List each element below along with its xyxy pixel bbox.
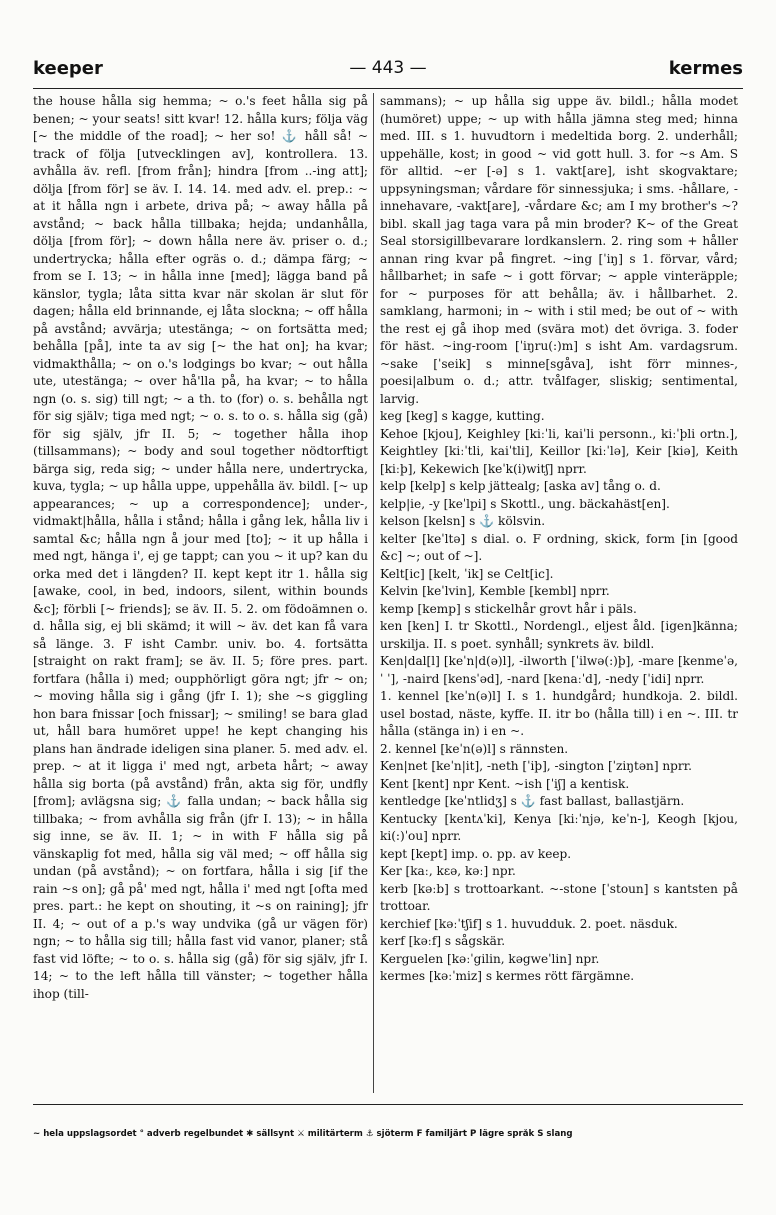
- entry-text: kelp [kelp] s kelp jättealg; [aska av] tång o. d.: [380, 479, 661, 493]
- entry-text: kermes [kəːˈmiz] s kermes rött färgämne.: [380, 969, 635, 983]
- entry-text: Kelvin [keˈlvin], Kemble [kembl] nprr.: [380, 584, 610, 598]
- right-column: [380, 93, 738, 1093]
- entry-text: Ken|net [keˈn|it], -neth [ˈiþ], -sington [ˈziŋtən] nprr.: [380, 759, 693, 773]
- entry-text: keg [keg] s kagge, kutting.: [380, 409, 545, 423]
- entry-text: 2. kennel [keˈn(ə)l] s rännsten.: [380, 741, 569, 756]
- entry-text: Ken|dal[l] [keˈn|d(ə)l], -ilworth [ˈilwə(:)þ], -mare [kenmeˈə, ˈ ˈ], -naird [kensˈəd], -nard [kenaːˈd], -nedy [ˈidi] nprr.: [380, 654, 738, 686]
- page-number: — 443 —: [349, 58, 427, 78]
- footer-rule: [33, 1104, 743, 1105]
- page-header: [33, 58, 743, 86]
- entry-text: kerf [kəːf] s sågskär.: [380, 934, 506, 948]
- entry-text: kentledge [keˈntlidʒ] s ⚓ fast ballast, ballastjärn.: [380, 794, 685, 808]
- abbreviation-legend: ~ hela uppslagsordet ° adverb regelbundet ✱ sällsynt ⚔ militärterm ⚓ sjöterm F familjärt P lägre språk S slang: [33, 1129, 573, 1139]
- entry-text: Kehoe [kjou], Keighley [kiːˈli, kaiˈli personn., kiːˈþli ortn.], Keightley [kiːˈtli, kaiˈtli], Keillor [kiːˈlə], Keir [kiə], Keith [kiːþ], Kekewich [keˈk(i)witʃ] nprr.: [380, 426, 738, 476]
- entry-text: kerchief [kəːˈtʃif] s 1. huvudduk. 2. poet. näsduk.: [380, 916, 678, 931]
- entry-text: Kelt[ic] [kelt, ˈik] se Celt[ic].: [380, 566, 554, 581]
- entry-text: kemp [kemp] s stickelhår grovt hår i päls.: [380, 601, 637, 616]
- entry-text: Kent [kent] npr Kent. ~ish [ˈiʃ] a kentisk.: [380, 776, 630, 791]
- header-left-guide-word: keeper: [33, 58, 103, 79]
- entry-text: kelter [keˈltə] s dial. o. F ordning, skick, form [in [good &c] ~; out of ~].: [380, 531, 738, 563]
- entry-text: sammans); ~ up hålla sig uppe äv. bildl.; hålla modet (humöret) uppe; ~ up with hålla jämna steg med; hinna med. III. s 1. huvudtorn i medeltida borg. 2. underhåll; uppehälle, kost; in good ~ vid gott hull. 3. for ~s Am. S för alltid. ~er [-ə] s 1. vakt[are], isht skogvaktare; uppsyningsman; vårdare för sinnessjuka; i sms. -hållare, -innehavare, -vakt[are], -vårdare &c; am I my brother's ~? bibl. skall jag taga vara på min broder? K~ of the Great Seal storsigillbevarare lordkanslern. 2. ring som + håller annan ring kvar på fingret. ~ing [ˈiŋ] s 1. förvar, vård; hållbarhet; in safe ~ i gott förvar; ~ apple vinteräpple; for ~ purposes för att behålla; äv. i hållbarhet. 2. samklang, harmoni; in ~ with i stil med; be out of ~ with the rest ej gå ihop med (svära mot) det övriga. 3. foder för häst. ~ing-room [ˈiŋru(:)m] s isht Am. vardagsrum. ~sake [ˈseik] s minne[sgåva], isht förr minnes-, poesi|album o. d.; attr. tvålfager, sliskig; sentimental, larvig.: [380, 94, 738, 406]
- column-divider: [373, 93, 374, 1093]
- header-rule: [33, 88, 743, 89]
- entry-text: kerb [kəːb] s trottoarkant. ~-stone [ˈstoun] s kantsten på trottoar.: [380, 881, 738, 913]
- entry-text: ken [ken] I. tr Skottl., Nordengl., eljest åld. [igen]känna; urskilja. II. s poet. synhåll; synkrets äv. bildl.: [380, 619, 738, 651]
- left-column: [33, 93, 368, 1093]
- entry-text: Kerguelen [kəːˈgilin, kəgweˈlin] npr.: [380, 951, 600, 966]
- entry-text: kelp|ie, -y [keˈlpi] s Skottl., ung. bäckahäst[en].: [380, 496, 670, 511]
- entry-text: 1. kennel [keˈn(ə)l] I. s 1. hundgård; hundkoja. 2. bildl. usel bostad, näste, kyffe. II. itr bo (hålla till) i en ~. III. tr hålla (stänga in) i en ~.: [380, 689, 738, 738]
- entry-text: the house hålla sig hemma; ~ o.'s feet hålla sig på benen; ~ your seats! sitt kvar! 12. hålla kurs; följa väg [~ the middle of the road]; ~ her so! ⚓ håll så! ~ track of följa [utvecklingen av], kontrollera. 13. avhålla äv. refl. [from från]; hindra [from ..-ing att]; dölja [from för] se äv. I. 14. 14. med adv. el. prep.: ~ at it hålla ngn i arbete, driva på; ~ away hålla på avstånd; ~ back hålla tillbaka; hejda; undanhålla, dölja [from för]; ~ down hålla nere äv. priser o. d.; undertrycka; hålla efter ogräs o. d.; dämpa färg; ~ from se I. 13; ~ in hålla inne [med]; lägga band på känslor, tygla; låta sitta kvar när skolan är slut för dagen; hålla eld brinnande, ej låta slockna; ~ off hålla på avstånd; avvärja; utestänga; ~ on fortsätta med; behålla [på], inte ta av sig [~ the hat on]; ha kvar; vidmakthålla; ~ on o.'s lodgings bo kvar; ~ out hålla ute, utestänga; ~ over hå'lla på, ha kvar; ~ to hålla ngn (o. s. sig) till ngt; ~ a th. to (for) o. s. behålla ngt för sig själv; tiga med ngt; ~ o. s. to o. s. hålla sig (gå) för sig själv, jfr II. 5; ~ together hålla ihop (tillsammans); ~ body and soul together nödtorftigt bärga sig, reda sig; ~ under hålla nere, undertrycka, kuva, tygla; ~ up hålla uppe, uppehålla äv. bildl. [~ up appearances; ~ up a correspondence]; under-, vidmakt|hålla, hålla i stånd; hålla i gång lek, hålla liv i samtal &c; hålla ngn å jour med [to]; ~ it up hålla i med ngt, hänga i', ej ge tappt; can you ~ it up? kan du orka med det i längden? II. kept kept itr 1. hålla sig [awake, cool, in bed, indoors, silent, within bounds &c]; förbli [~ friends]; se äv. II. 5. 2. om födoämnen o. d. hålla sig, ej bli skämd; it will ~ äv. det kan få vara så länge. 3. F isht Cambr. univ. bo. 4. fortsätta [straight on rakt fram]; se äv. II. 5; före pres. part. fortfara (hålla i) med; oupphörligt göra ngt; jfr ~ on; ~ moving hålla sig i gång (jfr I. 1); she ~s giggling hon bara fnissar [och fnissar]; ~ smiling! se bara glad ut, håll bara humöret uppe! he kept changing his plans han ändrade ideligen sina planer. 5. med adv. el. prep. ~ at it ligga i' med ngt, arbeta hårt; ~ away hålla sig borta (på avstånd) från, akta sig för, undfly [from]; avlägsna sig; ⚓ falla undan; ~ back hålla sig tillbaka; ~ from avhålla sig från (jfr I. 13); ~ in hålla sig inne, se äv. II. 1; ~ in with F hålla sig på vänskaplig fot med, hålla sig väl med; ~ off hålla sig undan (på avstånd); ~ on fortfara, hålla i sig [if the rain ~s on]; gå på' med ngt, hålla i' med ngt [ofta med pres. part.: he kept on shouting, it ~s on raining]; jfr II. 4; ~ out of a p.'s way undvika (gå ur vägen för) ngn; ~ to hålla sig till; hålla fast vid vanor, planer; stå fast vid löfte; ~ to o. s. hålla sig (gå) för sig själv, jfr I. 14; ~ to the left hålla till vänster; ~ together hålla ihop (till-: [33, 94, 368, 1001]
- entry-text: kept [kept] imp. o. pp. av keep.: [380, 846, 572, 861]
- entry-text: kelson [kelsn] s ⚓ kölsvin.: [380, 514, 546, 528]
- entry-text: Kentucky [kentʌˈki], Kenya [kiːˈnjə, keˈn-], Keogh [kjou, ki(:)ˈou] nprr.: [380, 811, 738, 843]
- entry-text: Ker [kaː, kɛə, kəː] npr.: [380, 864, 516, 878]
- header-right-guide-word: kermes: [668, 58, 743, 79]
